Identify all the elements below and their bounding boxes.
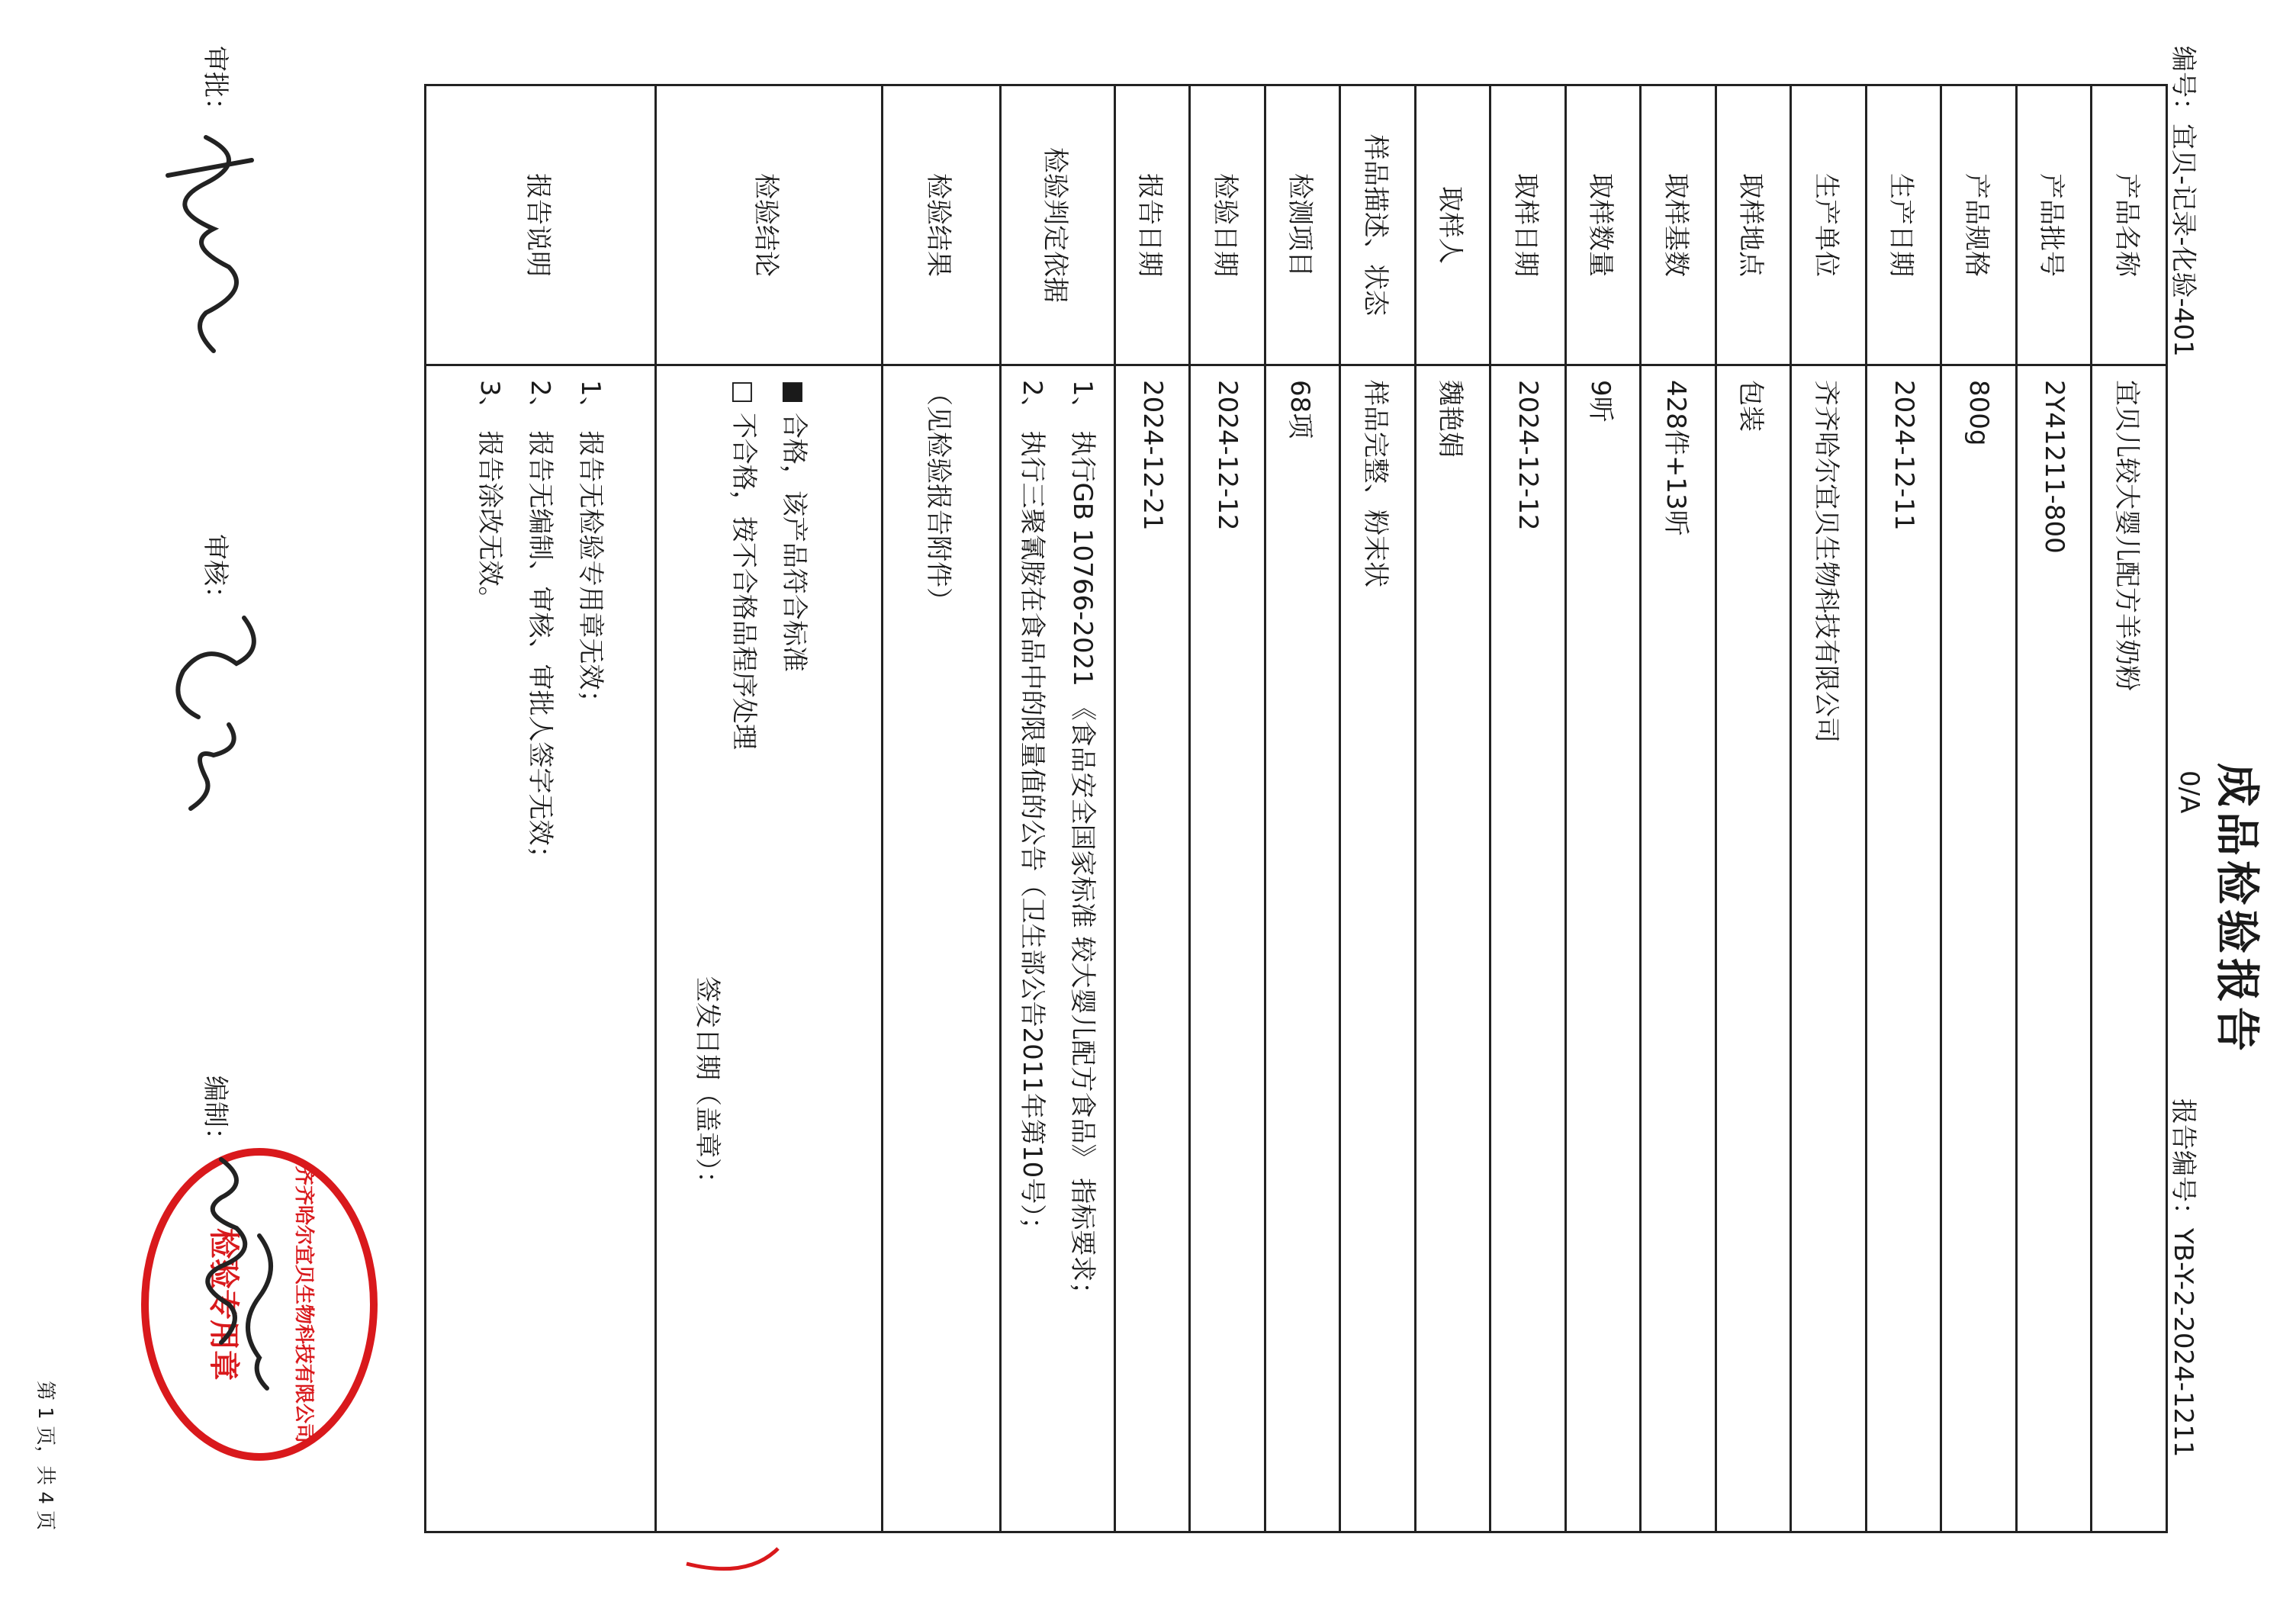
- table-row: [1791, 85, 1867, 1532]
- reviewer-signature-icon: [160, 610, 275, 824]
- row-label: 产品规格: [1941, 85, 2017, 365]
- row-label: 产品批号: [2017, 85, 2092, 365]
- table-row: [1941, 85, 2017, 1532]
- row-value: 428件+13听: [1641, 365, 1716, 1532]
- table-row: [1416, 85, 1491, 1532]
- row-label: 样品描述、状态: [1340, 85, 1416, 365]
- basis-item: 2、 执行三聚氰胺在食品中的限量值的公告（卫生部公告2011年第10号）；: [1017, 380, 1048, 1243]
- result-value: （见检验报告附件）: [883, 365, 1001, 1532]
- row-value: 魏艳娟: [1416, 365, 1491, 1532]
- row-label: 生产单位: [1791, 85, 1867, 365]
- table-row: [1641, 85, 1716, 1532]
- page-info: 第 1 页，共 4 页: [34, 1381, 56, 1531]
- preparer-signature-icon: [168, 1152, 267, 1350]
- conclusion-cell: [656, 365, 883, 1532]
- row-label: 取样地点: [1716, 85, 1792, 365]
- table-row: [1340, 85, 1416, 1532]
- report-table: [424, 84, 2168, 1533]
- row-label: 取样基数: [1641, 85, 1716, 365]
- row-value: 齐齐哈尔宜贝生物科技有限公司: [1791, 365, 1867, 1532]
- row-value: 9听: [1566, 365, 1642, 1532]
- table-row: [1115, 85, 1191, 1532]
- note-item: 1、 报告无检验专用章无效；: [575, 380, 606, 716]
- table-row-conclusion: [656, 85, 883, 1532]
- basis-cell: [1001, 365, 1115, 1532]
- table-row-notes: [426, 85, 656, 1532]
- row-value: 样品完整、粉末状: [1340, 365, 1416, 1532]
- row-label: 检验日期: [1190, 85, 1265, 365]
- approver-label: 审批：: [200, 46, 230, 124]
- row-value: 800g: [1941, 365, 2017, 1532]
- report-title: 成品检验报告: [2211, 763, 2263, 1056]
- table-row-basis: [1001, 85, 1115, 1532]
- result-label: 检验结果: [883, 85, 1001, 365]
- note-item: 3、 报告涂改无效。: [474, 380, 506, 613]
- stamp-fragment-icon: [679, 1533, 786, 1602]
- notes-label: 报告说明: [426, 85, 656, 365]
- row-value: 宜贝儿较大婴儿配方羊奶粉: [2092, 365, 2167, 1532]
- table-row: [2017, 85, 2092, 1532]
- conclusion-option: ■ 合格，该产品符合标准: [779, 380, 809, 672]
- report-number: 报告编号：YB-Y-2-2024-1211: [2168, 1098, 2198, 1458]
- row-value: 2024-12-21: [1115, 365, 1191, 1532]
- preparer-label: 编制：: [200, 1076, 230, 1153]
- basis-item: 1、 执行GB 10766-2021 《食品安全国家标准 较大婴儿配方食品》 指标要求；: [1067, 380, 1098, 1308]
- conclusion-option: □ 不合格，按不合格品程序处理: [728, 380, 759, 750]
- row-label: 生产日期: [1867, 85, 1942, 365]
- reviewer-label: 审核：: [200, 534, 230, 612]
- table-row: [1265, 85, 1341, 1532]
- table-row: [1190, 85, 1265, 1532]
- checkbox-empty-icon: □: [728, 380, 759, 405]
- issue-date-label: 签发日期（盖章）：: [692, 976, 722, 1197]
- conclusion-label: 检验结论: [656, 85, 883, 365]
- row-label: 报告日期: [1115, 85, 1191, 365]
- row-value: 包装: [1716, 365, 1792, 1532]
- row-label: 取样日期: [1490, 85, 1566, 365]
- version-label: 0/A: [2174, 770, 2204, 814]
- table-row: [1490, 85, 1566, 1532]
- row-value: 2024-12-12: [1490, 365, 1566, 1532]
- record-code: 编号：宜贝-记录-化验-401: [2168, 46, 2198, 357]
- table-row-result: [883, 85, 1001, 1532]
- basis-label: 检验判定依据: [1001, 85, 1115, 365]
- row-label: 取样人: [1416, 85, 1491, 365]
- approver-signature-icon: [160, 130, 267, 359]
- table-row: [1867, 85, 1942, 1532]
- checkbox-checked-icon: ■: [779, 380, 809, 405]
- svg-text:齐齐哈尔宜贝生物科技有限公司: 齐齐哈尔宜贝生物科技有限公司: [292, 1165, 315, 1444]
- svg-text:检验专用章: 检验专用章: [206, 1228, 241, 1381]
- row-label: 检测项目: [1265, 85, 1341, 365]
- row-value: 2Y41211-800: [2017, 365, 2092, 1532]
- table-row: [2092, 85, 2167, 1532]
- row-value: 2024-12-12: [1190, 365, 1265, 1532]
- notes-cell: [426, 365, 656, 1532]
- note-item: 2、 报告无编制、审核、审批人签字无效；: [525, 380, 556, 872]
- table-row: [1566, 85, 1642, 1532]
- row-label: 产品名称: [2092, 85, 2167, 365]
- table-row: [1716, 85, 1792, 1532]
- row-value: 68项: [1265, 365, 1341, 1532]
- row-label: 取样数量: [1566, 85, 1642, 365]
- row-value: 2024-12-11: [1867, 365, 1942, 1532]
